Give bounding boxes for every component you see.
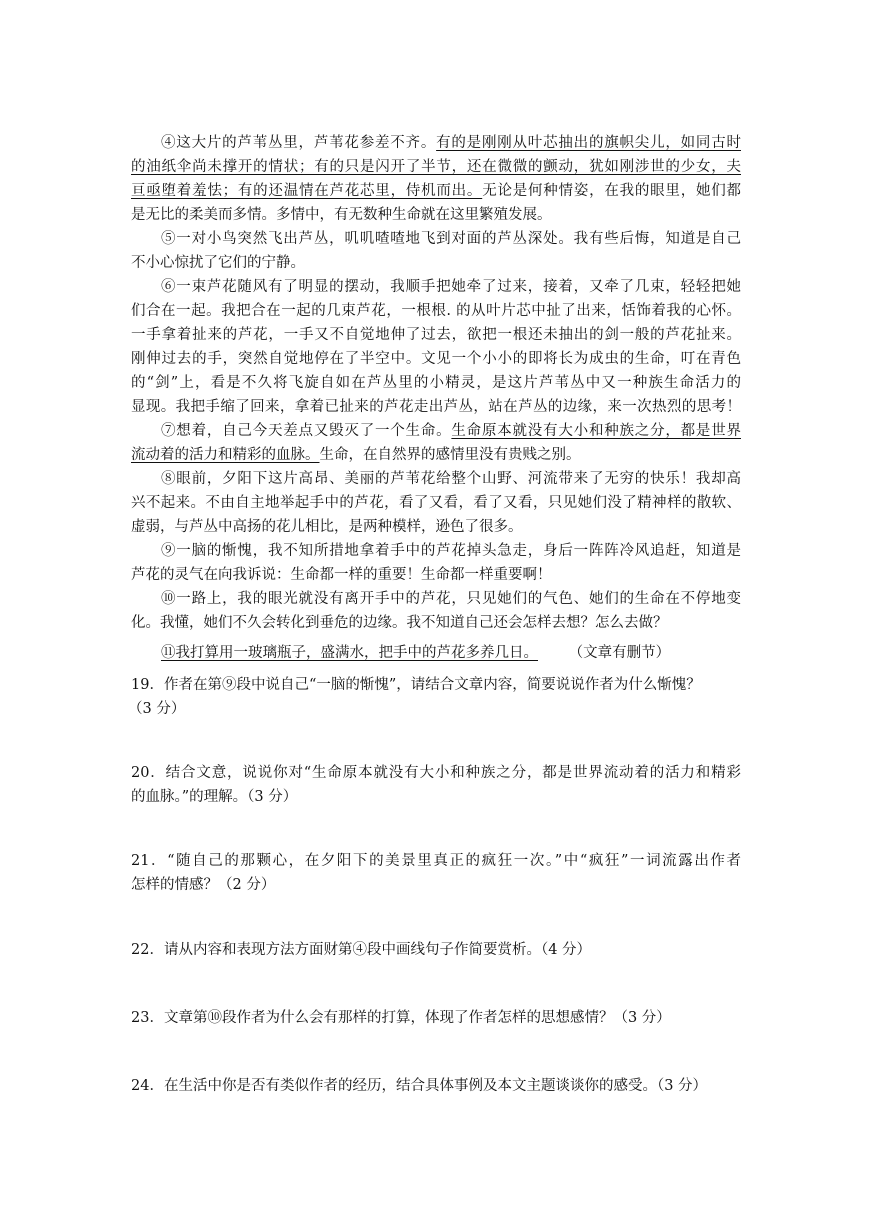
question-20-line-1: 20．结合文意，说说你对“生命原本就没有大小和种族之分，都是世界流动着的活力和精彩 [131,765,741,781]
paragraph-6-line-4: 刚伸过去的手，突然自觉地停在了半空中。文见一个小小的即将长为成虫的生命，叮在青色 [131,351,741,367]
abridged-note: （文章有删节） [568,645,671,661]
p4-text-rest: 无论是何种情姿，在我的眼里，她们都 [482,183,741,199]
paragraph-9-line-1: ⑨一脑的惭愧，我不知所措地拿着手中的芦花掉头急走，身后一阵阵冷风追赶，知道是 [161,543,741,559]
question-19-line-2: （3 分） [128,701,186,717]
paragraph-5-line-1: ⑤一对小鸟突然飞出芦丛，叽叽喳喳地飞到对面的芦丛深处。我有些后悔，知道是自己 [161,231,741,247]
p7-text: ⑦想着，自己今天差点又毁灭了一个生命。 [161,423,452,439]
paragraph-4-line-3 [131,179,741,203]
p11-underlined-text: ⑪我打算用一玻璃瓶子，盛满水，把手中的芦花多养几日。 [161,645,538,661]
paragraph-5-line-2: 不小心惊扰了它们的宁静。 [131,255,305,271]
question-23: 23．文章第⑩段作者为什么会有那样的打算，体现了作者怎样的思想感情？（3 分） [131,1010,671,1026]
paragraph-10-line-1: ⑩一路上，我的眼光就没有离开手中的芦花，只见她们的气色、她们的生命在不停地变 [161,591,741,607]
p4-underlined-text: 有的是刚刚从叶芯抽出的旗帜尖儿，如同古时 [436,135,741,151]
paragraph-10-line-2: 化。我懂，她们不久会转化到垂危的边缘。我不知道自己还会怎样去想？怎么去做？ [131,615,668,631]
paragraph-4-line-4: 是无比的柔美而多情。多情中，有无数种生命就在这里繁殖发展。 [131,207,552,223]
p7-underlined-text: 生命原本就没有大小和种族之分，都是世界 [451,423,741,439]
question-20-line-2: 的血脉。”的理解。（3 分） [131,789,298,805]
paragraph-6-line-2: 们合在一起。我把合在一起的几束芦花，一根根. 的从叶片芯中扯了出来，恬饰着我的心怀。 [131,303,741,319]
paragraph-6-line-1: ⑥一束芦花随风有了明显的摆动，我顺手把她牵了过来，接着，又牵了几束，轻轻把她 [161,279,741,295]
question-22: 22．请从内容和表现方法方面财第④段中画线句子作简要赏析。（4 分） [131,942,592,958]
paragraph-4-line-2: 的油纸伞尚未撑开的情状；有的只是闪开了半节，还在微微的颤动，犹如刚涉世的少女，夫 [131,159,741,175]
question-21-line-2: 怎样的情感？（2 分） [131,877,276,893]
paragraph-6-line-5: 的“剑”上，看是不久将飞旋自如在芦丛里的小精灵，是这片芦苇丛中又一种族生命活力的 [131,375,741,391]
paragraph-6-line-6: 显现。我把手缩了回来，拿着已扯来的芦花走出芦丛，站在芦丛的边缘，来一次热烈的思考！ [131,399,741,415]
p7-underlined-text-end: 流动着的活力和精彩的血脉。 [131,447,320,463]
question-19-line-1: 19．作者在第⑨段中说自己“一脑的惭愧”，请结合文章内容，简要说说作者为什么惭愧？ [131,677,701,693]
p4-underlined-text-end: 亘亟堕着羞怯；有的还温情在芦花芯里，侍机而出。 [131,183,483,199]
paragraph-8-line-2: 兴不起来。不由自主地举起手中的芦花，看了又看，看了又看，只见她们没了精神样的散软、 [131,495,741,511]
question-24: 24．在生活中你是否有类似作者的经历，结合具体事例及本文主题谈谈你的感受。（3 分） [131,1078,708,1094]
paragraph-9-line-2: 芦花的灵气在向我诉说：生命都一样的重要！生命都一样重要啊！ [131,567,552,583]
question-21-line-1: 21．“随自己的那颗心，在夕阳下的美景里真正的疯狂一次。”中“疯狂”一词流露出作者 [131,853,741,869]
paragraph-6-line-3: 一手拿着扯来的芦花，一手又不自觉地伸了过去，欲把一根还未抽出的剑一般的芦花扯来。 [131,327,741,343]
paragraph-8-line-1: ⑧眼前，夕阳下这片高昂、美丽的芦苇花给整个山野、河流带来了无穷的快乐！我却高 [161,471,741,487]
p4-text: ④这大片的芦苇丛里，芦苇花参差不齐。 [161,135,437,151]
paragraph-7-line-2 [131,443,741,467]
p7-text-rest: 生命，在自然界的感情里没有贵贱之别。 [319,447,581,463]
paragraph-4-line-1 [131,131,741,155]
paragraph-11 [131,641,741,665]
paragraph-8-line-3: 虚弱，与芦丛中高扬的花儿相比，是两种模样，逊色了很多。 [131,519,523,535]
paragraph-7-line-1 [131,419,741,443]
